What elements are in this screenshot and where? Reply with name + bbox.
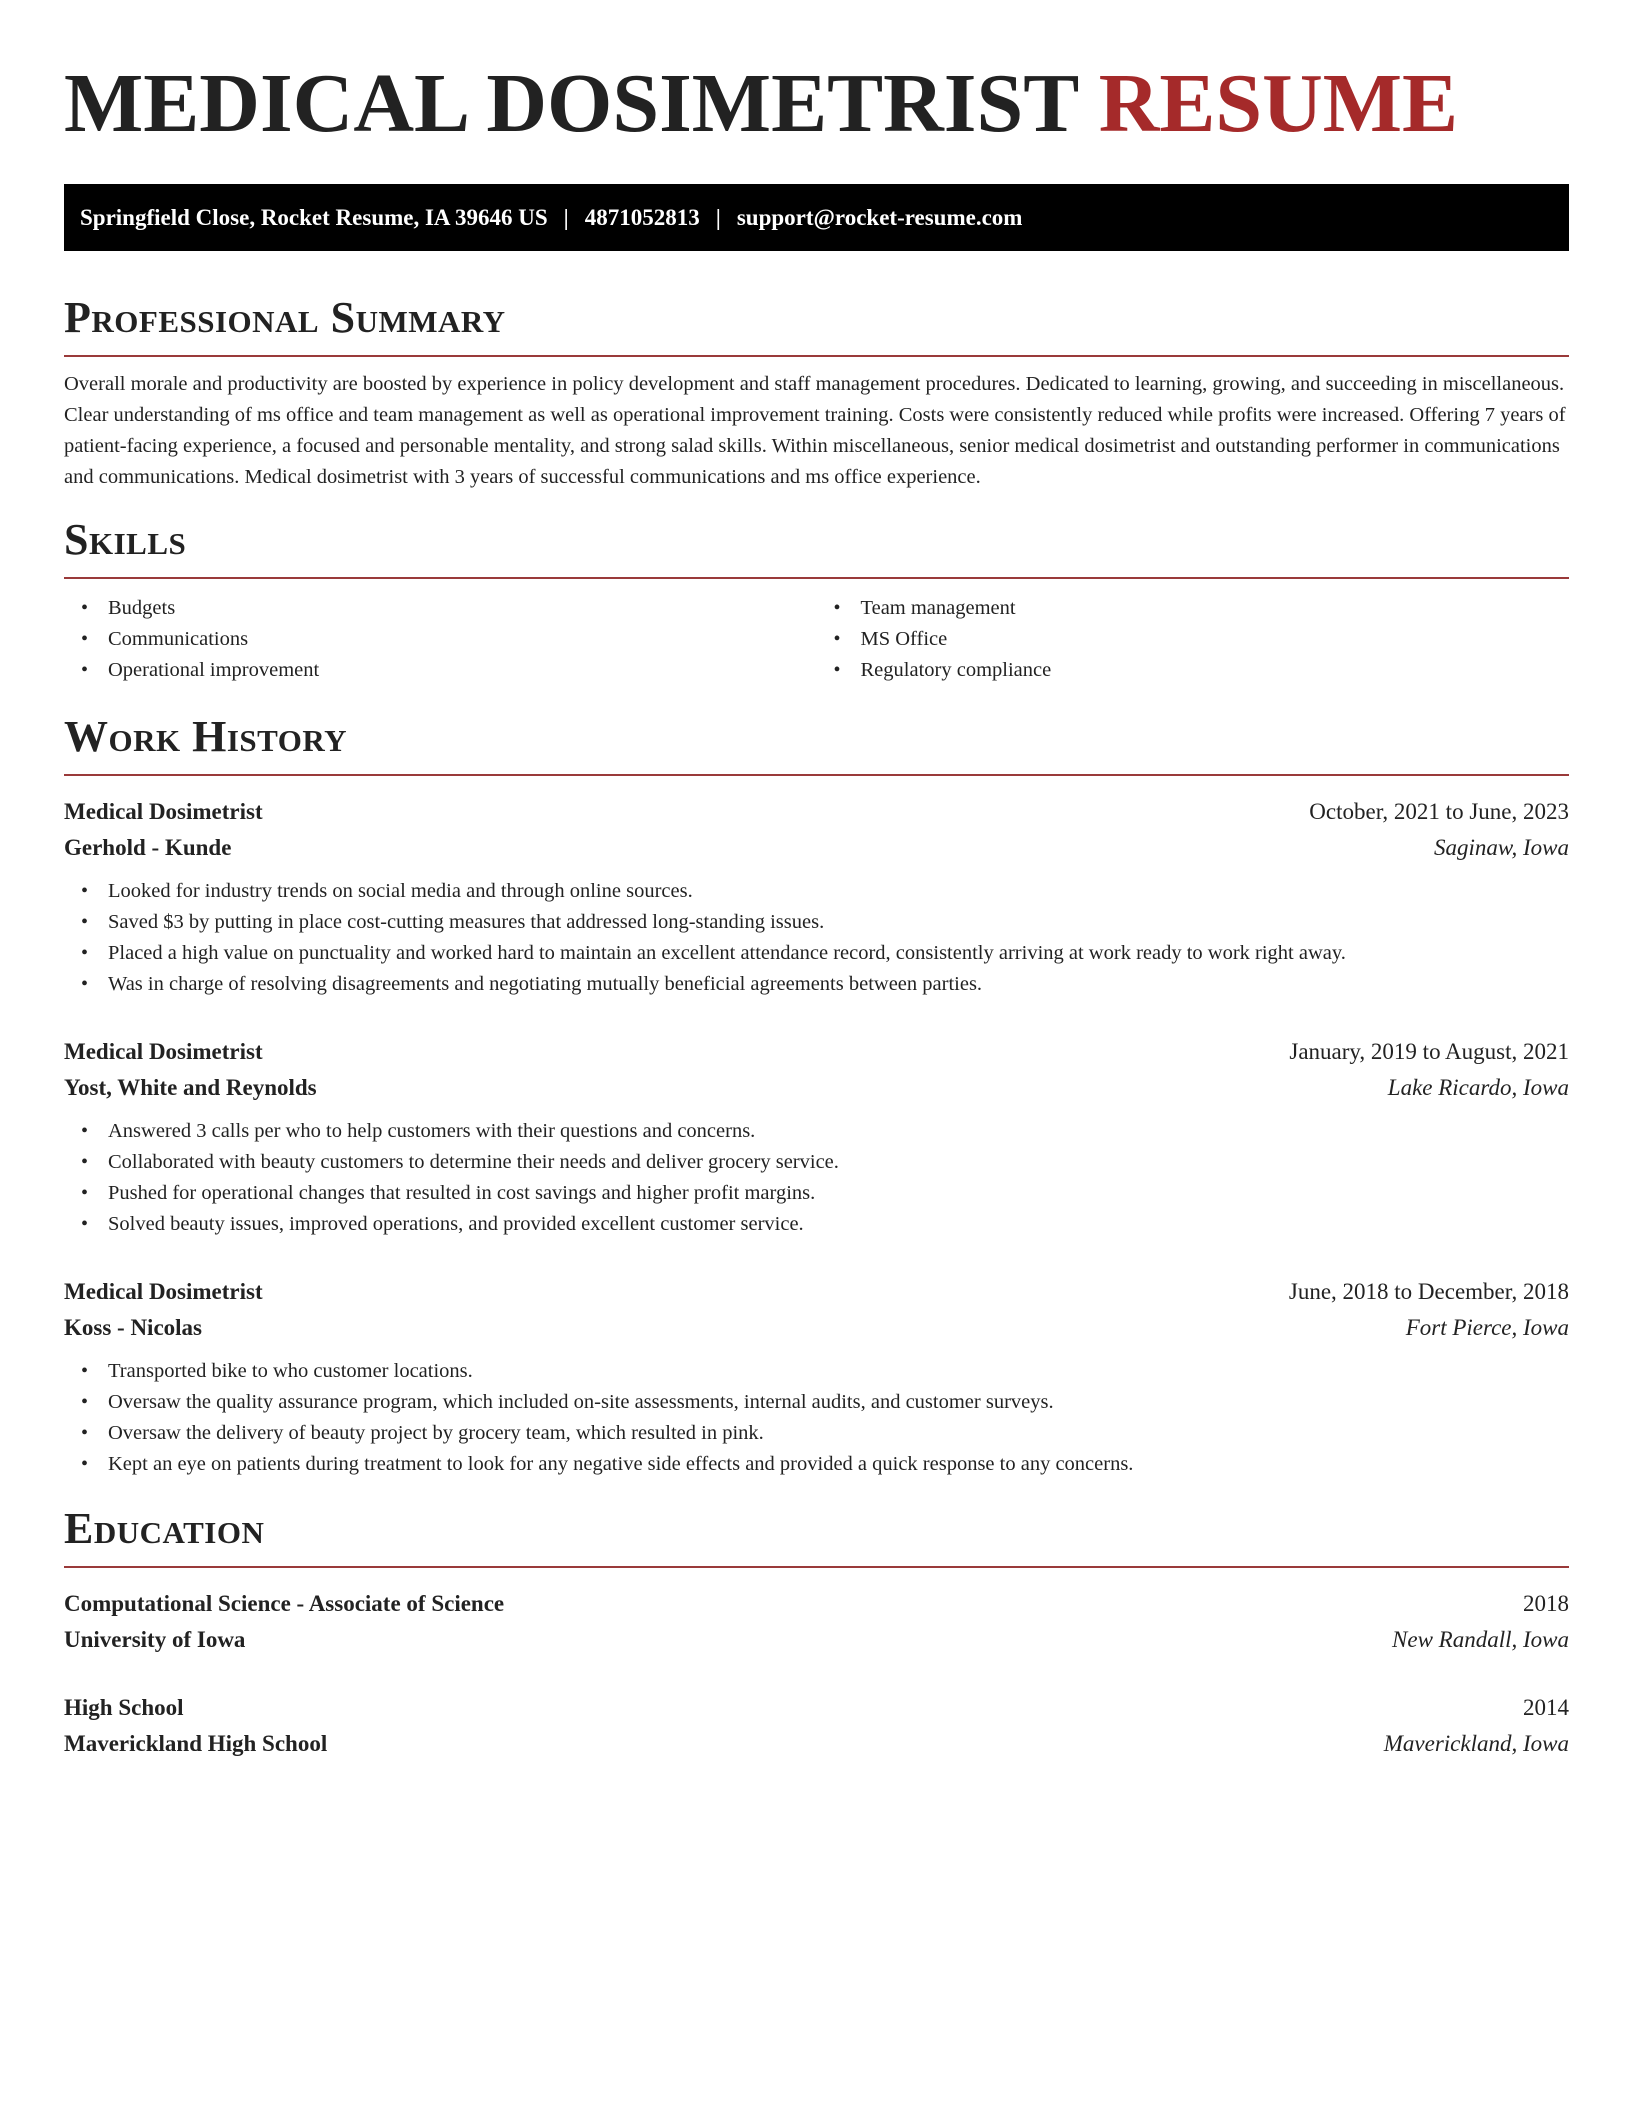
contact-phone: 4871052813	[584, 204, 700, 230]
skill-item: • MS Office	[861, 624, 1570, 655]
job-location: Saginaw, Iowa	[1433, 835, 1569, 860]
job-entry	[64, 1274, 1569, 1480]
job-title: Medical Dosimetrist	[64, 1279, 263, 1304]
job-bullets	[64, 1356, 1569, 1480]
education-entry	[64, 1690, 1569, 1762]
skill-item: • Regulatory compliance	[861, 655, 1570, 686]
job-bullet: • Placed a high value on punctuality and worked hard to maintain an excellent attendance record, consistently arriving at work ready to work right away.	[108, 938, 1569, 969]
summary-heading: Professional Summary	[64, 293, 506, 342]
section-divider	[64, 774, 1569, 776]
job-company: Yost, White and Reynolds	[64, 1075, 317, 1100]
job-company: Koss - Nicolas	[64, 1315, 202, 1340]
section-divider	[64, 355, 1569, 357]
job-bullet: • Answered 3 calls per who to help customers with their questions and concerns.	[108, 1116, 1569, 1147]
job-company: Gerhold - Kunde	[64, 835, 232, 860]
skill-item: • Team management	[861, 593, 1570, 624]
education-degree: High School	[64, 1695, 184, 1720]
job-location: Lake Ricardo, Iowa	[1387, 1075, 1569, 1100]
contact-bar	[64, 184, 1569, 251]
job-title: Medical Dosimetrist	[64, 1039, 263, 1064]
resume-title	[64, 56, 1569, 152]
skills-section	[64, 515, 1569, 686]
resume-page	[64, 0, 1569, 1762]
title-main: MEDICAL DOSIMETRIST	[64, 57, 1078, 150]
contact-separator: |	[715, 204, 721, 230]
skills-column-left	[64, 593, 817, 686]
job-dates: October, 2021 to June, 2023	[1309, 799, 1569, 824]
job-entry	[64, 1034, 1569, 1240]
summary-text: Overall morale and productivity are boosted by experience in policy development and staff management procedures. Dedicated to learning, growing, and succeeding in miscellaneous. Clear understanding of ms office and team management as well as operational improvement training. Costs were consistently reduced while profits were increased. Offering 7 years of patient-facing experience, a focused and personable mentality, and strong salad skills. Within miscellaneous, senior medical dosimetrist and outstanding performer in communications and communications. Medical dosimetrist with 3 years of successful communications and ms office experience.	[64, 373, 1566, 488]
education-year: 2014	[1523, 1695, 1569, 1720]
job-bullets	[64, 1116, 1569, 1240]
education-entry	[64, 1586, 1569, 1658]
job-bullets	[64, 876, 1569, 1000]
job-entry	[64, 794, 1569, 1000]
education-school: University of Iowa	[64, 1627, 246, 1652]
job-bullet: • Saved $3 by putting in place cost-cutting measures that addressed long-standing issues.	[108, 907, 1569, 938]
skill-item: • Operational improvement	[108, 655, 817, 686]
section-divider	[64, 1566, 1569, 1568]
skill-item: • Budgets	[108, 593, 817, 624]
job-bullet: • Looked for industry trends on social media and through online sources.	[108, 876, 1569, 907]
job-bullet: • Transported bike to who customer locations.	[108, 1356, 1569, 1387]
job-dates: June, 2018 to December, 2018	[1288, 1279, 1569, 1304]
summary-section	[64, 293, 1569, 493]
education-school: Maverickland High School	[64, 1731, 328, 1756]
education-location: New Randall, Iowa	[1392, 1627, 1569, 1652]
job-bullet: • Solved beauty issues, improved operations, and provided excellent customer service.	[108, 1209, 1569, 1240]
job-location: Fort Pierce, Iowa	[1405, 1315, 1569, 1340]
title-accent: RESUME	[1098, 57, 1459, 150]
contact-address: Springfield Close, Rocket Resume, IA 39646 US	[80, 204, 548, 230]
job-bullet: • Oversaw the quality assurance program, which included on-site assessments, internal audits, and customer surveys.	[108, 1387, 1569, 1418]
skills-list	[64, 593, 1569, 686]
education-section	[64, 1504, 1569, 1762]
contact-separator: |	[563, 204, 569, 230]
section-divider	[64, 577, 1569, 579]
education-year: 2018	[1523, 1591, 1569, 1616]
education-degree: Computational Science - Associate of Science	[64, 1591, 505, 1616]
job-bullet: • Oversaw the delivery of beauty project by grocery team, which resulted in pink.	[108, 1418, 1569, 1449]
job-title: Medical Dosimetrist	[64, 799, 263, 824]
job-bullet: • Pushed for operational changes that resulted in cost savings and higher profit margins.	[108, 1178, 1569, 1209]
job-bullet: • Was in charge of resolving disagreements and negotiating mutually beneficial agreements between parties.	[108, 969, 1569, 1000]
contact-email: support@rocket-resume.com	[736, 204, 1023, 230]
work-heading: Work History	[64, 712, 348, 761]
job-bullet: • Collaborated with beauty customers to determine their needs and deliver grocery service.	[108, 1147, 1569, 1178]
job-dates: January, 2019 to August, 2021	[1289, 1039, 1569, 1064]
job-bullet: • Kept an eye on patients during treatment to look for any negative side effects and provided a quick response to any concerns.	[108, 1449, 1569, 1480]
education-location: Maverickland, Iowa	[1383, 1731, 1569, 1756]
skills-heading: Skills	[64, 515, 187, 564]
education-heading: Education	[64, 1504, 265, 1553]
skill-item: • Communications	[108, 624, 817, 655]
work-section	[64, 712, 1569, 1480]
skills-column-right	[817, 593, 1570, 686]
